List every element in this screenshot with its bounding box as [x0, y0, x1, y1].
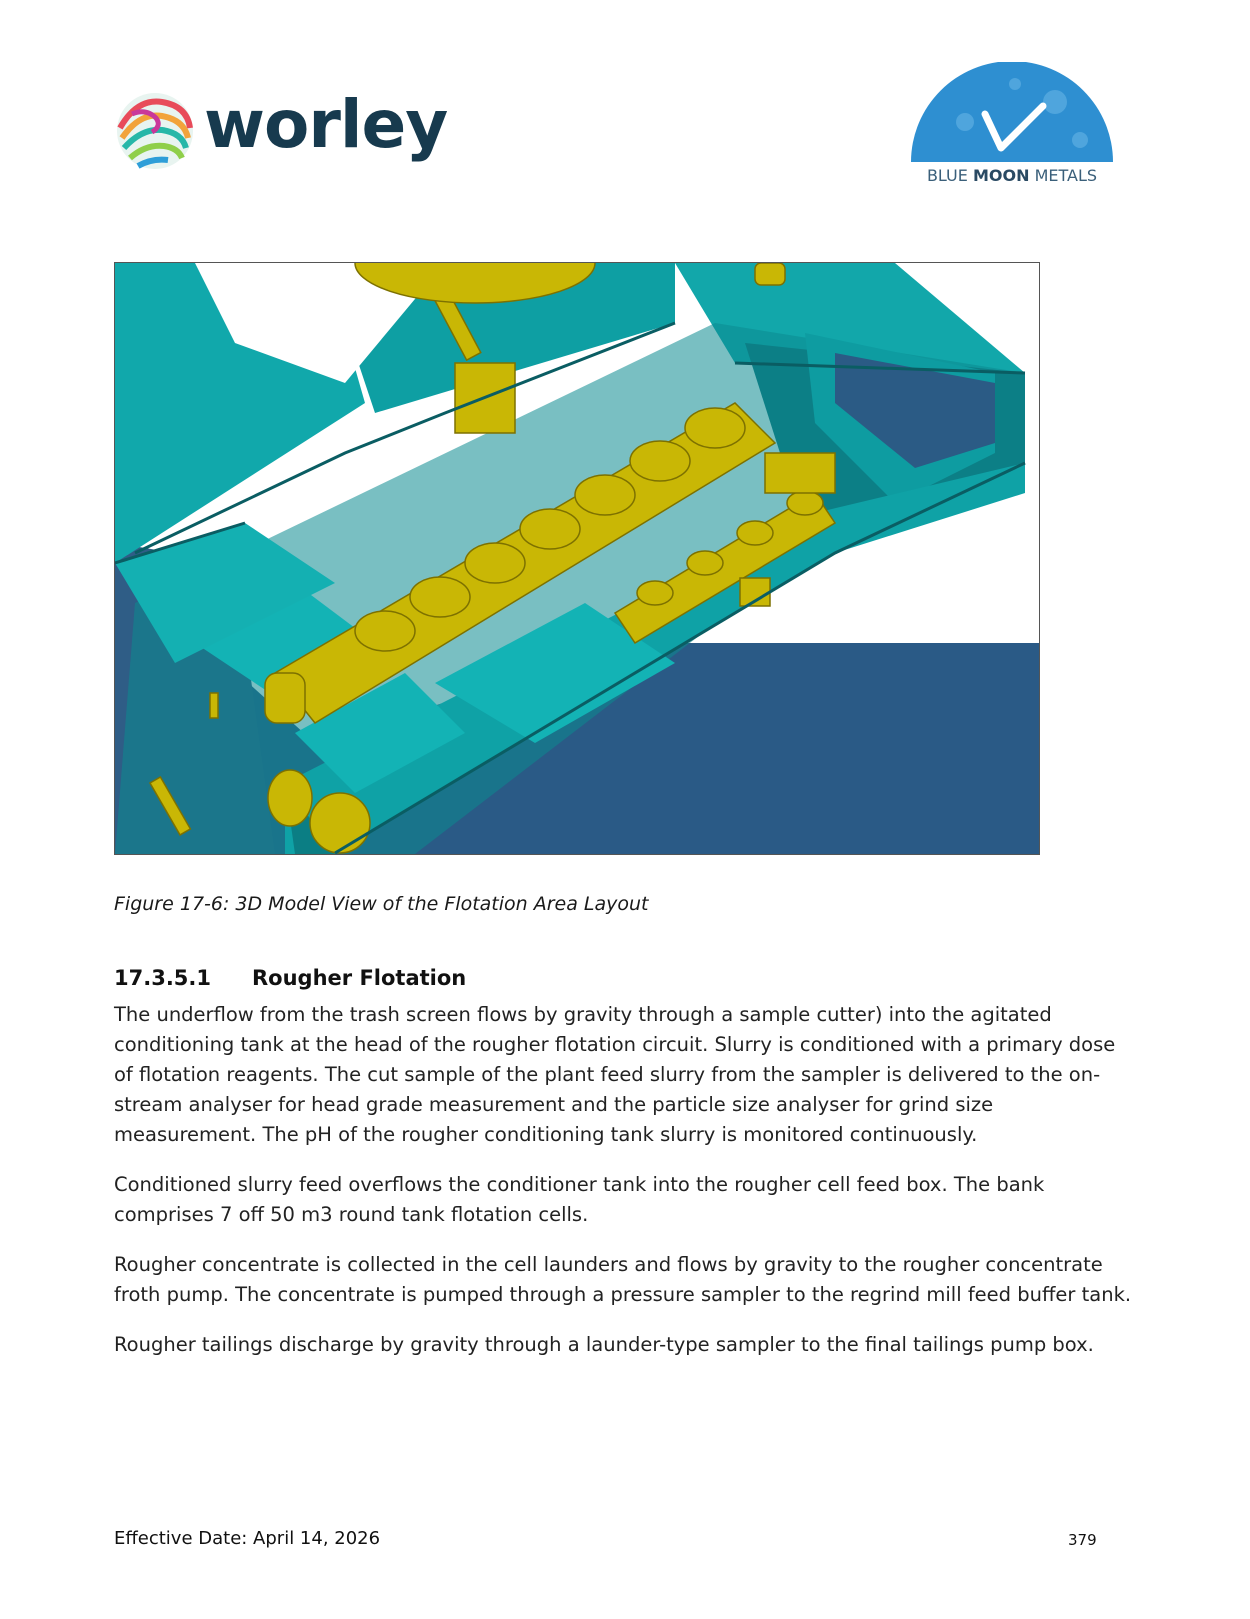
paragraph: Rougher concentrate is collected in the cell launders and flows by gravity to the rougher concentrate froth pump. The concentrate is pumped through a pressure sampler to the regrind mill feed buffer tank. — [114, 1253, 1132, 1306]
worley-logo — [112, 88, 452, 178]
page-number: 379 — [1068, 1531, 1097, 1549]
logo-text-moon: MOON — [972, 166, 1030, 185]
section-number: 17.3.5.1 — [114, 966, 211, 990]
blue-moon-logo-icon — [905, 62, 1119, 166]
blue-moon-metals-logo — [905, 62, 1125, 192]
figure-caption: Figure 17-6: 3D Model View of the Flotation Area Layout — [114, 893, 649, 915]
section-title: Rougher Flotation — [252, 966, 467, 990]
worley-swirl-logo-icon — [112, 88, 198, 174]
effective-date: Effective Date: April 14, 2026 — [114, 1528, 381, 1549]
section-heading — [114, 966, 466, 990]
logo-text-blue: BLUE — [926, 166, 968, 185]
paragraph: The underflow from the trash screen flows by gravity through a sample cutter) into the agitated conditioning tank at the head of the rougher flotation circuit. Slurry is conditioned with a primary dose of flotation reagents. The cut sample of the plant feed slurry from the sampler is delivered to the on-stream analyser for head grade measurement and the particle size analyser for grind size measurement. The pH of the rougher conditioning tank slurry is monitored continuously. — [114, 1003, 1116, 1146]
section-body — [114, 1000, 1134, 1380]
3d-plant-model-render — [115, 263, 1039, 854]
paragraph: Conditioned slurry feed overflows the conditioner tank into the rougher cell feed box. The bank comprises 7 off 50 m3 round tank flotation cells. — [114, 1173, 1045, 1226]
blue-moon-metals-text — [905, 166, 1119, 185]
flotation-area-3d-figure — [114, 262, 1040, 855]
paragraph: Rougher tailings discharge by gravity through a launder-type sampler to the final tailings pump box. — [114, 1333, 1094, 1356]
worley-wordmark: worley — [204, 86, 448, 163]
logo-text-metals: METALS — [1034, 166, 1098, 185]
